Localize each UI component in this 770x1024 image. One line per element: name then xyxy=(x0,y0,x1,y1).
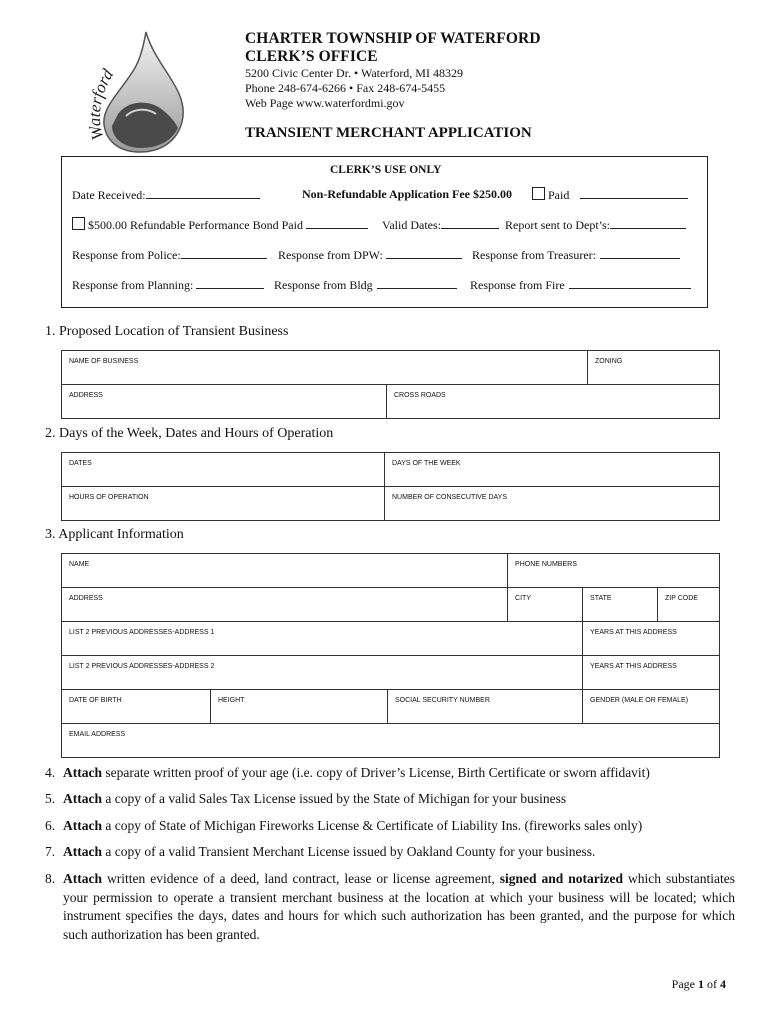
fire-label: Response from Fire xyxy=(470,278,565,292)
planning-label: Response from Planning: xyxy=(72,278,194,292)
paid-label: Paid xyxy=(548,188,570,202)
bond-label: $500.00 Refundable Performance Bond Paid xyxy=(88,218,303,232)
document-title: TRANSIENT MERCHANT APPLICATION xyxy=(245,125,532,141)
waterford-logo xyxy=(78,28,198,158)
report-sent-label: Report sent to Dept’s: xyxy=(505,218,610,232)
fire-field[interactable] xyxy=(470,277,691,293)
bldg-label: Response from Bldg xyxy=(274,278,373,292)
phone-numbers-field[interactable]: PHONE NUMBERS xyxy=(508,554,720,588)
height-field[interactable]: HEIGHT xyxy=(211,690,388,724)
police-label: Response from Police: xyxy=(72,248,181,262)
dob-field[interactable]: DATE OF BIRTH xyxy=(62,690,211,724)
address-line: 5200 Civic Center Dr. • Waterford, MI 48329 xyxy=(245,66,463,80)
city-field[interactable]: CITY xyxy=(508,588,583,622)
attach-item-5: 5. Attach a copy of a valid Sales Tax License issued by the State of Michigan for your business xyxy=(45,791,567,806)
ssn-field[interactable]: SOCIAL SECURITY NUMBER xyxy=(388,690,583,724)
attach-item-4: 4. Attach separate written proof of your age (i.e. copy of Driver’s License, Birth Certificate or sworn affidavit) xyxy=(45,765,650,780)
valid-dates-label: Valid Dates: xyxy=(382,218,441,232)
treasurer-label: Response from Treasurer: xyxy=(472,248,596,262)
page-number: Page 1 of 4 xyxy=(671,977,726,991)
phone-line: Phone 248-674-6266 • Fax 248-674-5455 xyxy=(245,81,446,95)
state-field[interactable]: STATE xyxy=(583,588,658,621)
email-field[interactable]: EMAIL ADDRESS xyxy=(62,724,720,758)
dpw-label: Response from DPW: xyxy=(278,248,383,262)
fee-label: Non-Refundable Application Fee $250.00 xyxy=(302,187,513,201)
section2-heading: 2. Days of the Week, Dates and Hours of Operation xyxy=(45,426,334,441)
location-address-field[interactable]: ADDRESS xyxy=(62,385,387,419)
attach-item-7: 7. Attach a copy of a valid Transient Merchant License issued by Oakland County for your business. xyxy=(45,844,596,859)
state-zip-cell xyxy=(583,588,720,622)
police-field[interactable] xyxy=(72,247,267,263)
attach-item-8: 8. Attach written evidence of a deed, land contract, lease or license agreement, signed and notarized which substantiates your permission to operate a transient merchant business at the location at which your business will be located; which instrument specifies the days, dates and hours for which such authorization has been granted, and the purpose for which such authorization has been granted. xyxy=(45,871,735,942)
zoning-field[interactable]: ZONING xyxy=(588,351,720,385)
attach-item-6: 6. Attach a copy of State of Michigan Fireworks License & Certificate of Liability Ins. (fireworks sales only) xyxy=(45,818,643,833)
location-table xyxy=(61,350,720,419)
consecutive-days-field[interactable]: NUMBER OF CONSECUTIVE DAYS xyxy=(385,487,720,521)
applicant-address-field[interactable]: ADDRESS xyxy=(62,588,508,622)
years-address1-field[interactable]: YEARS AT THIS ADDRESS xyxy=(583,622,720,656)
org-name: CHARTER TOWNSHIP OF WATERFORD xyxy=(245,30,541,47)
dates-field[interactable]: DATES xyxy=(62,453,385,487)
paid-field[interactable] xyxy=(532,187,688,203)
hours-field[interactable]: HOURS OF OPERATION xyxy=(62,487,385,521)
date-received-field[interactable] xyxy=(72,187,260,203)
clerk-use-box xyxy=(61,156,708,308)
prev-address1-field[interactable]: LIST 2 PREVIOUS ADDRESSES-ADDRESS 1 xyxy=(62,622,583,656)
bldg-field[interactable] xyxy=(274,277,457,293)
applicant-name-field[interactable]: NAME xyxy=(62,554,508,588)
gender-field[interactable]: GENDER (MALE OR FEMALE) xyxy=(583,690,720,724)
applicant-table xyxy=(61,553,720,758)
clerk-use-title: CLERK’S USE ONLY xyxy=(330,164,442,176)
office-name: CLERK’S OFFICE xyxy=(245,48,378,65)
business-name-field[interactable]: NAME OF BUSINESS xyxy=(62,351,588,385)
date-received-label: Date Received: xyxy=(72,188,146,202)
section1-heading: 1. Proposed Location of Transient Business xyxy=(45,324,289,339)
logo-text: Waterford xyxy=(84,65,118,143)
operation-table xyxy=(61,452,720,521)
prev-address2-field[interactable]: LIST 2 PREVIOUS ADDRESSES-ADDRESS 2 xyxy=(62,656,583,690)
paid-checkbox[interactable] xyxy=(532,187,545,200)
treasurer-field[interactable] xyxy=(472,247,680,263)
planning-field[interactable] xyxy=(72,277,264,293)
zip-field[interactable]: ZIP CODE xyxy=(665,595,698,602)
valid-dates-field[interactable] xyxy=(382,217,499,233)
years-address2-field[interactable]: YEARS AT THIS ADDRESS xyxy=(583,656,720,690)
days-of-week-field[interactable]: DAYS OF THE WEEK xyxy=(385,453,720,487)
section3-heading: 3. Applicant Information xyxy=(45,527,184,542)
bond-field[interactable] xyxy=(72,217,368,233)
cross-roads-field[interactable]: CROSS ROADS xyxy=(387,385,720,419)
web-line: Web Page www.waterfordmi.gov xyxy=(245,96,405,110)
bond-checkbox[interactable] xyxy=(72,217,85,230)
dpw-field[interactable] xyxy=(278,247,462,263)
report-sent-field[interactable] xyxy=(505,217,686,233)
